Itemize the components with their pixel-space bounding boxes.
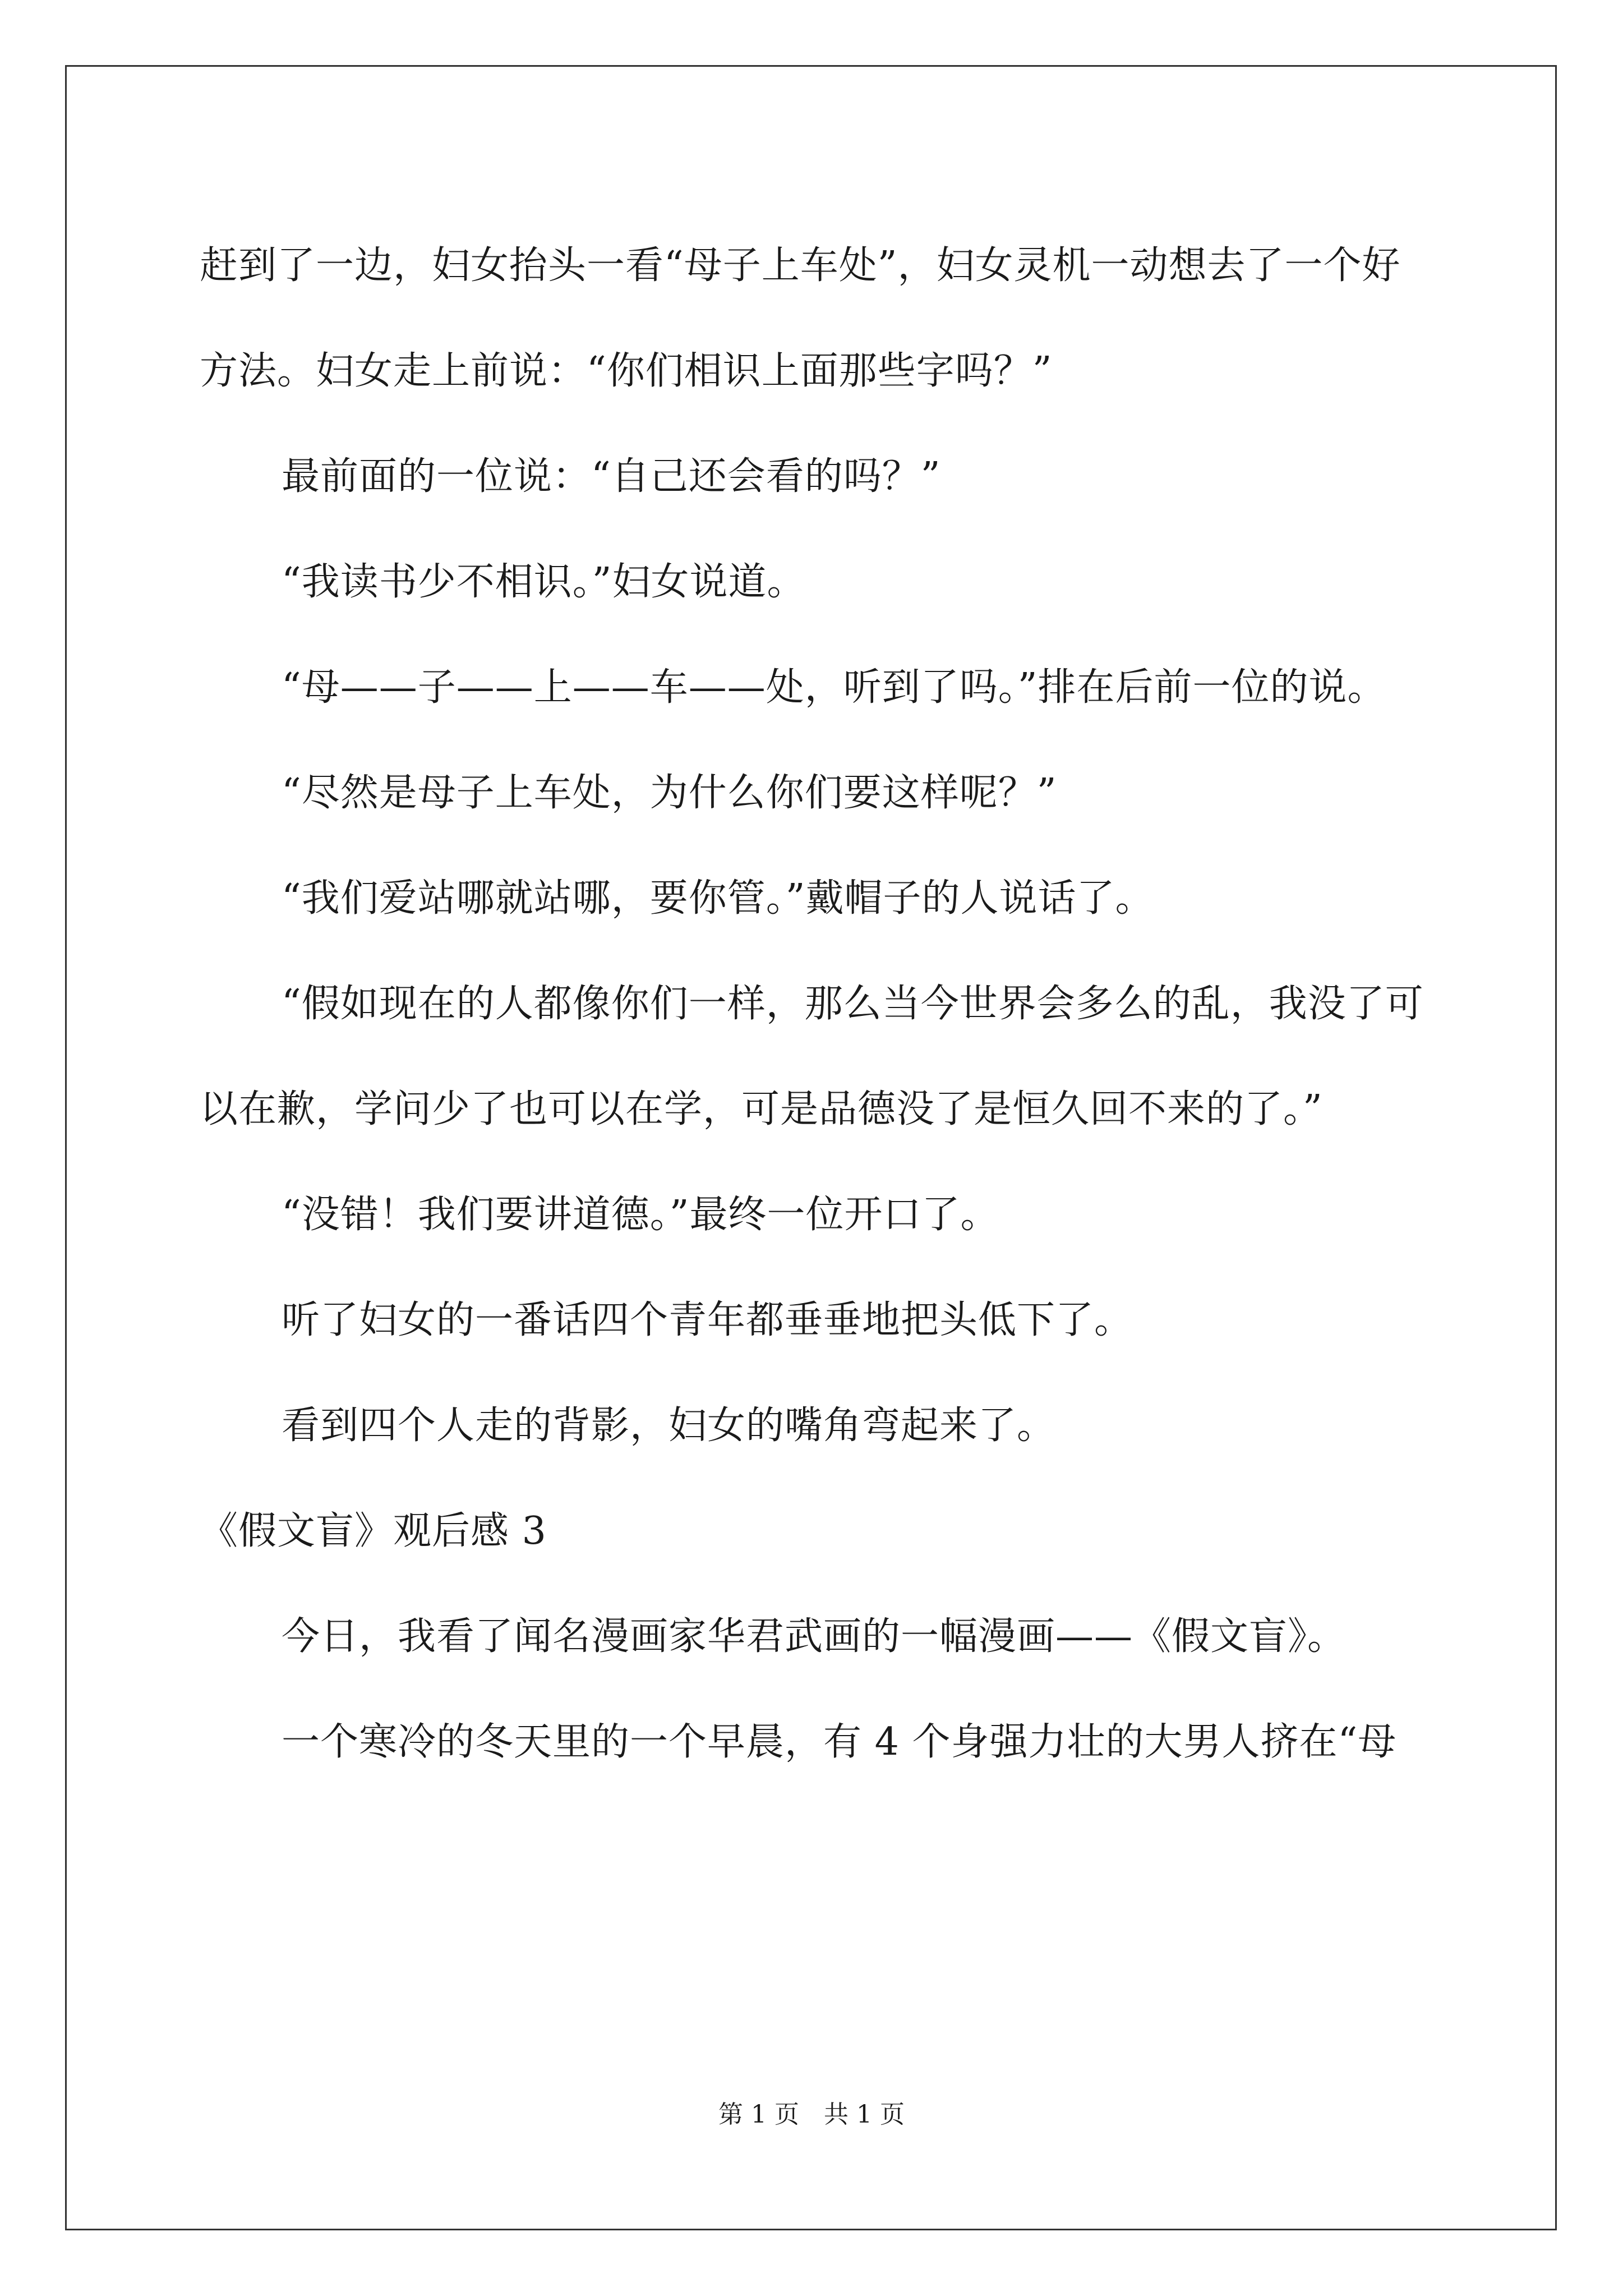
paragraph-4: “母——子——上——车——处，听到了吗。”排在后前一位的说。 (282, 665, 1386, 710)
paragraph-1: 赶到了一边，妇女抬头一看“母子上车处”，妇女灵机一动想去了一个好方法。妇女走上前说：“你们相识上面那些字吗？” (200, 243, 1401, 393)
paragraph-12: 一个寒冷的冬天里的一个早晨，有 4 个身强力壮的大男人挤在“母 (282, 1720, 1397, 1764)
paragraph-5: “尽然是母子上车处，为什么你们要这样呢？” (282, 771, 1057, 815)
document-body (200, 213, 1431, 1795)
paragraph-7: “假如现在的人都像你们一样，那么当今世界会多么的乱，我没了可以在歉，学问少了也可以在学，可是品德没了是恒久回不来的了。” (200, 982, 1424, 1131)
paragraph-8: “没错！我们要讲道德。”最终一位开口了。 (282, 1193, 999, 1237)
paragraph-11: 今日，我看了闻名漫画家华君武画的一幅漫画——《假文盲》。 (282, 1614, 1347, 1659)
paragraph-3: “我读书少不相识。”妇女说道。 (282, 560, 806, 604)
paragraph-6: “我们爱站哪就站哪，要你管。”戴帽子的人说话了。 (282, 876, 1154, 921)
section-heading: 《假文盲》观后感 3 (200, 1509, 547, 1553)
paragraph-9: 听了妇女的一番话四个青年都垂垂地把头低下了。 (282, 1298, 1133, 1342)
page-footer: 第 1 页 共 1 页 (718, 2100, 905, 2129)
paragraph-2: 最前面的一位说：“自己还会看的吗？” (282, 454, 941, 499)
paragraph-10: 看到四个人走的背影，妇女的嘴角弯起来了。 (282, 1404, 1056, 1448)
